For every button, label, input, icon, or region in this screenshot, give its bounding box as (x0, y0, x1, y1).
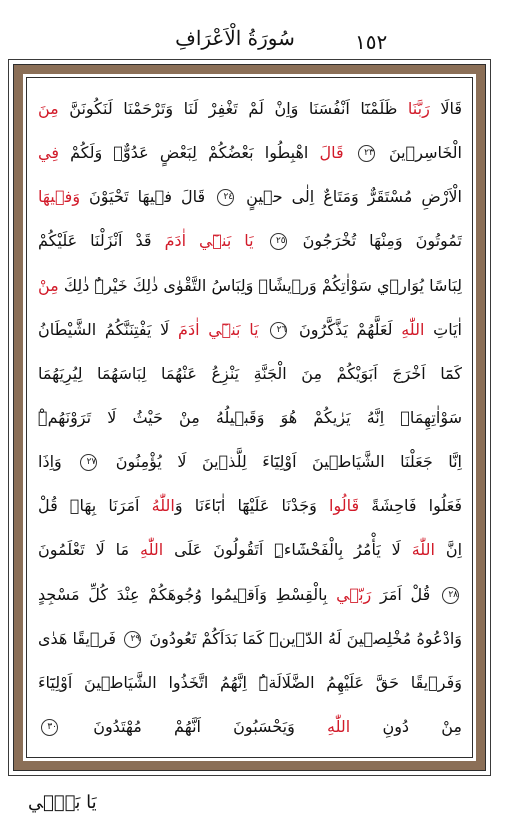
verse-text: لَعَلَّهُمْ يَذَّكَّرُونَ (290, 319, 402, 339)
ayah-number-marker: ٢٥ (270, 233, 287, 250)
surah-title: سُورَةُ الْاَعْرَافِ (175, 26, 295, 50)
text-line (38, 309, 462, 351)
verse-text: مِنْ دُونِ (350, 716, 462, 736)
ayah-number-marker: ٢٨ (442, 587, 459, 604)
highlighted-word: اللّٰهِ (327, 716, 351, 736)
verse-text: الْاَرْضِ مُسْتَقَرٌّ وَمَتَاعٌ اِلٰى ح۪ينٍ (237, 187, 462, 207)
text-line (38, 529, 462, 571)
text-line (38, 220, 462, 262)
verse-text: لِبَاسًا يُوَار۪ي سَوْاٰتِكُمْ وَر۪يشًاۜ وَلِبَاسُ التَّقْوٰى ذٰلِكَ خَيْرٌۜ ذٰلِكَ (58, 275, 462, 295)
verse-text: اٰيَاتِ (424, 319, 462, 339)
text-line (38, 485, 462, 527)
verse-text: وَاِذَا (38, 452, 78, 472)
verse-text: بِالْقِسْطِ وَاَق۪يمُوا وُجُوهَكُمْ عِنْدَ كُلِّ مَسْجِدٍ (38, 584, 337, 604)
verse-text: سَوْاٰتِهِمَاۜ اِنَّهُ يَرٰيكُمْ هُوَ وَقَب۪يلُهُ مِنْ حَيْثُ لَا تَرَوْنَهُمْۜ (38, 407, 462, 427)
verse-text: مَا لَا تَعْلَمُونَ (38, 540, 141, 560)
verse-text: وَادْعُوهُ مُخْلِص۪ينَ لَهُ الدّ۪ينَۜ كَمَا بَدَاَكُمْ تَعُودُونَ (144, 628, 462, 648)
highlighted-word: يَا بَن۪ٓي اٰدَمَ (178, 319, 268, 339)
page-header (0, 0, 518, 56)
text-line (38, 132, 462, 174)
verse-text: اَمَرَنَا بِهَاۜ قُلْ (38, 496, 152, 516)
highlighted-word: يَا بَن۪ٓي اٰدَمَ (164, 231, 267, 251)
text-line (38, 265, 462, 307)
text-line (38, 88, 462, 130)
highlighted-word: اللّٰهِ (140, 540, 164, 560)
ayah-number-marker: ٢٦ (270, 322, 287, 339)
verse-text: لَا يَأْمُرُ بِالْفَحْشَٓاءِۜ اَتَقُولُونَ عَلَى (163, 540, 412, 560)
highlighted-word: اللّٰهُ (151, 496, 175, 516)
ayah-number-marker: ٣٠ (41, 719, 58, 736)
verse-text: اِنَّ (434, 540, 462, 560)
text-line (38, 574, 462, 616)
verse-text: تَمُوتُونَ وَمِنْهَا تُخْرَجُونَ (289, 231, 462, 251)
text-line (38, 176, 462, 218)
highlighted-word: قَالَ (319, 143, 355, 163)
highlighted-word: قَالُوا (329, 496, 360, 516)
text-line (38, 397, 462, 439)
text-line (38, 706, 462, 748)
ayah-number-marker: ٢٤ (217, 189, 234, 206)
quran-text-block (38, 88, 462, 748)
ayah-number-marker: ٢٣ (358, 145, 375, 162)
verse-text: فَر۪يقًا هَدٰى (38, 628, 122, 648)
catchword: يَا بَن۪ٓي (28, 792, 97, 813)
verse-text: وَيَحْسَبُونَ اَنَّهُمْ مُهْتَدُونَ (61, 716, 328, 736)
highlighted-word: اللّٰهِ (401, 319, 425, 339)
verse-text: قُلْ اَمَرَ (371, 584, 439, 604)
highlighted-word: مِنْ (38, 275, 59, 295)
verse-text: قَالَ ف۪يهَا تَحْيَوْنَ (80, 187, 215, 207)
ayah-number-marker: ٢٩ (124, 631, 141, 648)
highlighted-word: رَبّ۪ي (336, 584, 372, 604)
verse-text: اهْبِطُوا بَعْضُكُمْ لِبَعْضٍ عَدُوٌّۚ وَلَكُمْ (58, 143, 320, 163)
highlighted-word: اللّٰهَ (411, 540, 435, 560)
highlighted-word: مِنَ (38, 99, 59, 118)
verse-text: لَا يَفْتِنَنَّكُمُ الشَّيْطَانُ (38, 319, 179, 339)
verse-text: قَدْ اَنْزَلْنَا عَلَيْكُمْ (38, 231, 165, 251)
highlighted-word: فِي (38, 143, 59, 163)
text-line (38, 441, 462, 483)
highlighted-word: وَف۪يهَا (38, 187, 81, 207)
page-number: ١٥٢ (355, 30, 388, 54)
verse-text: الْخَاسِر۪ينَ (377, 143, 462, 163)
verse-text: وَفَر۪يقًا حَقَّ عَلَيْهِمُ الضَّلَالَةُۜ اِنَّهُمُ اتَّخَذُوا الشَّيَاط۪ينَ اَوْلِيَٓاءَ (38, 672, 462, 692)
ayah-number-marker: ٢٧ (80, 454, 97, 471)
verse-text: اِنَّا جَعَلْنَا الشَّيَاط۪ينَ اَوْلِيَٓاءَ لِلَّذ۪ينَ لَا يُؤْمِنُونَ (100, 452, 462, 472)
text-line (38, 662, 462, 704)
verse-text: ظَلَمْنَٓا اَنْفُسَنَا وَاِنْ لَمْ تَغْفِرْ لَنَا وَتَرْحَمْنَا لَنَكُونَنَّ (58, 99, 408, 118)
verse-text: قَالَا (429, 99, 462, 118)
highlighted-word: رَبَّنَا (407, 99, 430, 118)
verse-text: وَجَدْنَا عَلَيْهَٓا اٰبَٓاءَنَا وَ (174, 496, 329, 516)
verse-text: فَعَلُوا فَاحِشَةً (359, 496, 462, 516)
text-line (38, 353, 462, 395)
text-line (38, 618, 462, 660)
verse-text: كَمَٓا اَخْرَجَ اَبَوَيْكُمْ مِنَ الْجَنَّةِ يَنْزِعُ عَنْهُمَا لِبَاسَهُمَا لِيُرِيَهُمَا (38, 363, 462, 383)
